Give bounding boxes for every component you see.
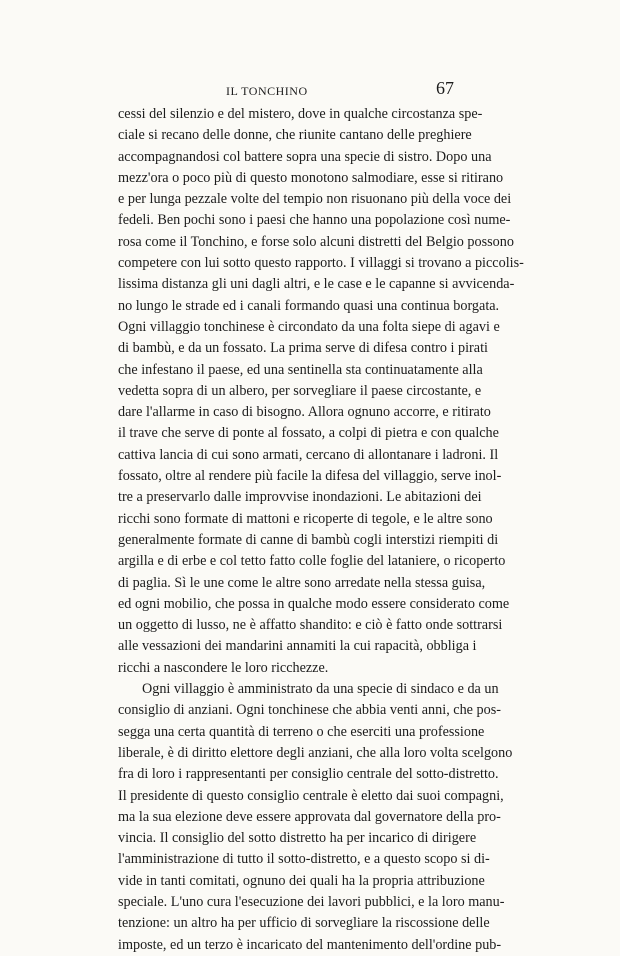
text-line: generalmente formate di canne di bambù cogli interstizi riempiti di [118, 531, 499, 548]
page-number: 67 [436, 78, 454, 98]
text-line: mezz'ora o poco più di questo monotono salmodiare, esse si ritirano [118, 169, 504, 186]
text-line: fossato, oltre al rendere più facile la difesa del villaggio, serve inol- [118, 468, 502, 485]
text-line: di bambù, e da un fossato. La prima serve di difesa contro i pirati [118, 340, 488, 357]
text-line: rosa come il Tonchino, e forse solo alcuni distretti del Belgio possono [118, 233, 514, 250]
text-line: ed ogni mobilio, che possa in qualche modo essere considerato come [118, 595, 510, 612]
text-line: cattiva lancia di cui sono armati, cercano di allontanare i ladroni. Il [118, 446, 499, 463]
text-line: accompagnandosi col battere sopra una specie di sistro. Dopo una [118, 148, 492, 165]
text-line: ma la sua elezione deve essere approvata dal governatore della pro- [118, 808, 501, 825]
text-line: Ogni villaggio è amministrato da una specie di sindaco e da un [142, 681, 499, 698]
text-line: il trave che serve di ponte al fossato, a colpi di pietra e con qualche [118, 425, 499, 442]
text-line: speciale. L'uno cura l'esecuzione dei lavori pubblici, e la loro manu- [118, 893, 505, 910]
text-line: vide in tanti comitati, ognuno dei quali ha la propria attribuzione [118, 872, 485, 889]
text-line: cessi del silenzio e del mistero, dove in qualche circostanza spe- [118, 106, 483, 122]
text-line: imposte, ed un terzo è incaricato del mantenimento dell'ordine pub- [118, 936, 502, 953]
text-line: ricchi a nascondere le loro ricchezze. [118, 659, 329, 676]
text-line: un oggetto di lusso, ne è affatto shandito: e ciò è fatto onde sottrarsi [118, 617, 503, 634]
text-line: e per lunga pezzale volte del tempio non risuonano più della voce dei [118, 191, 512, 208]
text-line: no lungo le strade ed i canali formando quasi una continua borgata. [118, 297, 500, 314]
text-line: Ogni villaggio tonchinese è circondato da una folta siepe di agavi e [118, 318, 500, 335]
text-line: tenzione: un altro ha per ufficio di sorvegliare la riscossione delle [118, 915, 490, 932]
text-line: l'amministrazione di tutto il sotto-distretto, e a questo scopo si di- [118, 851, 490, 868]
text-line: fedeli. Ben pochi sono i paesi che hanno una popolazione così nume- [118, 212, 511, 229]
text-line: lissima distanza gli uni dagli altri, e le case e le capanne si avvicenda- [118, 276, 515, 293]
text-line: argilla e di erbe e col tetto fatto colle foglie del lataniere, o ricoperto [118, 553, 506, 570]
text-line: liberale, è di diritto elettore degli anziani, che alla loro volta scelgono [118, 744, 513, 761]
text-line: ricchi sono formate di mattoni e ricoperte di tegole, e le altre sono [118, 510, 493, 527]
text-line: alle vessazioni dei mandarini annamiti la cui rapacità, obbliga i [118, 638, 477, 655]
text-line: segga una certa quantità di terreno o che eserciti una professione [118, 723, 485, 740]
text-line: consiglio di anziani. Ogni tonchinese che abbia venti anni, che pos- [118, 702, 501, 719]
text-line: di paglia. Sì le une come le altre sono arredate nella stessa guisa, [118, 574, 486, 591]
text-line: fra di loro i rappresentanti per consiglio centrale del sotto-distretto. [118, 766, 499, 783]
text-line: Il presidente di questo consiglio centrale è eletto dai suoi compagni, [118, 787, 504, 804]
text-line: dare l'allarme in caso di bisogno. Allora ognuno accorre, e ritirato [118, 404, 491, 421]
text-line: che infestano il paese, ed una sentinella sta continuatamente alla [118, 361, 483, 378]
text-line: vincia. Il consiglio del sotto distretto ha per incarico di dirigere [118, 830, 477, 847]
text-line: ciale si recano delle donne, che riunite cantano delle preghiere [118, 127, 472, 144]
text-line: vedetta sopra di un albero, per sorvegliare il paese circostante, e [118, 382, 482, 399]
running-title: IL TONCHINO [226, 84, 308, 98]
text-line: competere con lui sotto questo rapporto. I villaggi si trovano a piccolis- [118, 255, 524, 272]
text-line: tre a preservarlo dalle improvvise inondazioni. Le abitazioni dei [118, 489, 482, 506]
body-text [118, 104, 524, 956]
